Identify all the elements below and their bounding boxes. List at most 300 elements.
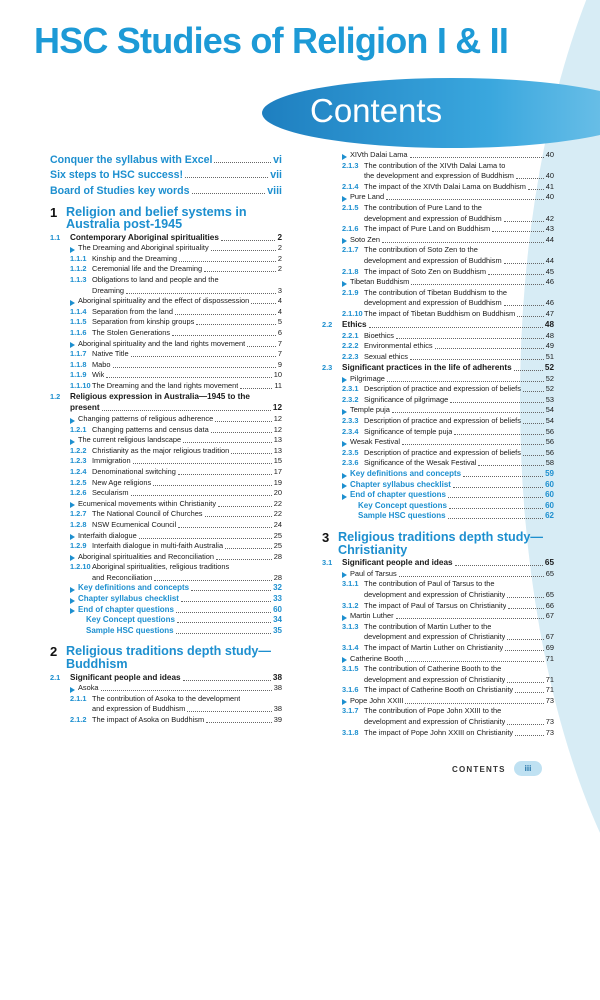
leader-dots [106, 377, 271, 378]
entry-text: Conquer the syllabus with Excel [50, 153, 213, 166]
triangle-bullet-icon [70, 534, 75, 540]
entry-text: Interfaith dialogue in multi-faith Australia [92, 541, 224, 551]
leader-dots [102, 410, 271, 411]
entry-page: 19 [273, 477, 282, 487]
toc-entry[interactable] [50, 562, 282, 573]
entry-number: 1.1 [50, 232, 61, 242]
entry-text: Denominational switching [92, 466, 176, 476]
entry-number: 3.1 [322, 558, 333, 568]
entry-text: Significant people and ideas [342, 558, 453, 568]
toc-entry[interactable] [322, 685, 554, 696]
entry-text: Significance of the Wesak Festival [364, 458, 477, 468]
entry-page: 2 [277, 253, 282, 263]
leader-dots [178, 474, 272, 475]
leader-dots [101, 690, 272, 691]
toc-entry[interactable] [322, 643, 554, 654]
entry-text: Board of Studies key words [50, 184, 190, 197]
toc-entry[interactable] [50, 381, 282, 392]
toc-entry[interactable] [322, 728, 554, 739]
entry-page: 62 [545, 511, 554, 521]
entry-text: Changing patterns and census data [92, 424, 209, 434]
toc-entry[interactable] [322, 511, 554, 522]
entry-text: Contemporary Aboriginal spiritualities [70, 232, 219, 242]
toc-entry[interactable] [50, 275, 282, 286]
toc-left-column [50, 150, 282, 726]
entry-text: Bioethics [364, 330, 394, 340]
leader-dots [392, 412, 544, 413]
entry-number: 2.1.4 [342, 181, 359, 191]
triangle-bullet-icon [70, 608, 75, 614]
leader-dots [218, 506, 272, 507]
leader-dots [131, 356, 276, 357]
entry-text: Martin Luther [350, 611, 394, 621]
toc-entry[interactable] [322, 480, 554, 491]
leader-dots [517, 316, 544, 317]
toc-entry[interactable] [50, 456, 282, 467]
toc-entry[interactable] [50, 296, 282, 307]
triangle-bullet-icon [342, 441, 347, 447]
leader-dots [396, 338, 544, 339]
toc-entry[interactable] [322, 256, 554, 267]
triangle-bullet-icon [70, 587, 75, 593]
toc-entry[interactable] [50, 672, 282, 683]
entry-text: The contribution of Soto Zen to the [364, 245, 478, 255]
toc-entry-front-matter[interactable] [50, 166, 282, 182]
entry-number: 2.3.1 [342, 384, 359, 394]
toc-entry[interactable] [50, 317, 282, 328]
toc-entry[interactable] [322, 501, 554, 512]
toc-entry[interactable] [50, 520, 282, 531]
entry-page: 33 [273, 594, 282, 604]
entry-number: 1.1.5 [70, 317, 87, 327]
toc-entry[interactable] [322, 717, 554, 728]
entry-text: Secularism [92, 488, 129, 498]
entry-text: Tibetan Buddhism [350, 277, 410, 287]
entry-text: The impact of Pope John XXIII on Christianity [364, 727, 514, 737]
triangle-bullet-icon [342, 409, 347, 415]
toc-entry[interactable] [322, 203, 554, 214]
toc-entry[interactable] [50, 605, 282, 616]
entry-number: 1.2.2 [70, 445, 87, 455]
leader-dots [508, 608, 543, 609]
leader-dots [177, 622, 271, 623]
entry-number: 2.1.5 [342, 202, 359, 212]
leader-dots [191, 590, 271, 591]
toc-entry[interactable] [322, 224, 554, 235]
leader-dots [369, 327, 543, 328]
toc-entry[interactable] [322, 416, 554, 427]
entry-page: 28 [273, 572, 282, 582]
entry-page: 25 [273, 541, 282, 551]
entry-text: Interfaith dialogue [78, 530, 137, 540]
toc-entry[interactable] [50, 694, 282, 705]
leader-dots [176, 633, 272, 634]
toc-entry[interactable] [50, 254, 282, 265]
entry-number: 1.2.1 [70, 424, 87, 434]
entry-text: The impact of the XIVth Dalai Lama on Buddhism [364, 181, 526, 191]
toc-entry[interactable] [50, 715, 282, 726]
entry-text: Key Concept questions [86, 615, 175, 625]
toc-entry[interactable] [50, 594, 282, 605]
entry-number: 2.3.5 [342, 447, 359, 457]
leader-dots [187, 711, 272, 712]
toc-entry[interactable] [322, 235, 554, 246]
toc-left-list [50, 206, 282, 726]
leader-dots [205, 516, 272, 517]
toc-entry[interactable] [322, 579, 554, 590]
leader-dots [463, 476, 543, 477]
entry-number: 1.1.8 [70, 359, 87, 369]
toc-entry[interactable] [322, 622, 554, 633]
entry-number: 2.1.8 [342, 266, 359, 276]
triangle-bullet-icon [342, 154, 347, 160]
entry-page: 34 [273, 615, 282, 625]
entry-number: 1.1.2 [70, 264, 87, 274]
leader-dots [175, 314, 276, 315]
entry-page: 54 [545, 416, 554, 426]
toc-entry[interactable] [322, 182, 554, 193]
entry-text: Pilgrimage [350, 373, 385, 383]
toc-entry[interactable] [50, 478, 282, 489]
toc-entry[interactable] [322, 362, 554, 373]
chapter-number: 3 [322, 529, 330, 545]
toc-entry[interactable] [50, 307, 282, 318]
toc-entry[interactable] [50, 243, 282, 254]
toc-entry[interactable] [322, 664, 554, 675]
toc-entry[interactable] [322, 384, 554, 395]
entry-text: The impact of Soto Zen on Buddhism [364, 266, 487, 276]
entry-number: 2.1.1 [70, 693, 87, 703]
entry-number: 3.1.8 [342, 727, 359, 737]
entry-page: 66 [545, 600, 554, 610]
entry-text: present [70, 403, 100, 413]
entry-page: 32 [273, 583, 282, 593]
entry-number: 1.2.5 [70, 477, 87, 487]
entry-text: development and expression of Christianity [364, 674, 506, 684]
entry-page: 38 [273, 683, 282, 693]
entry-page: 38 [273, 704, 282, 714]
entry-text: Paul of Tarsus [350, 568, 397, 578]
toc-entry[interactable] [50, 552, 282, 563]
entry-page: 51 [545, 351, 554, 361]
entry-text: The contribution of Pope John XXIII to the [364, 706, 502, 716]
toc-entry[interactable] [322, 490, 554, 501]
toc-entry[interactable] [50, 583, 282, 594]
toc-entry[interactable] [50, 328, 282, 339]
leader-dots [411, 284, 543, 285]
leader-dots [185, 177, 268, 178]
entry-page: 71 [545, 685, 554, 695]
entry-text: Description of practice and expression of beliefs [364, 447, 521, 457]
entry-number: 1.1.6 [70, 328, 87, 338]
toc-entry[interactable] [322, 298, 554, 309]
entry-number: 3.1.6 [342, 685, 359, 695]
leader-dots [488, 274, 544, 275]
entry-text: Pure Land [350, 192, 385, 202]
entry-text: The contribution of Pure Land to the [364, 202, 482, 212]
leader-dots [507, 724, 543, 725]
entry-page: 12 [273, 413, 282, 423]
toc-entry[interactable] [322, 341, 554, 352]
entry-number: 3.1.7 [342, 706, 359, 716]
toc-entry[interactable] [322, 558, 554, 569]
entry-page: 71 [545, 674, 554, 684]
entry-number: 1.2.4 [70, 466, 87, 476]
entry-page: 46 [545, 298, 554, 308]
toc-entry[interactable] [50, 286, 282, 297]
entry-page: 54 [545, 405, 554, 415]
leader-dots [435, 348, 544, 349]
toc-entry[interactable] [50, 467, 282, 478]
contents-heading: Contents [310, 92, 443, 129]
entry-number: 1.1.4 [70, 306, 87, 316]
entry-text: Wik [92, 370, 105, 380]
leader-dots [504, 263, 544, 264]
entry-text: and expression of Buddhism [92, 704, 186, 714]
toc-entry[interactable] [322, 437, 554, 448]
toc-entry[interactable] [50, 531, 282, 542]
leader-dots [448, 518, 544, 519]
toc-entry[interactable] [322, 611, 554, 622]
toc-entry[interactable] [322, 309, 554, 320]
entry-text: The impact of Paul of Tarsus on Christianity [364, 600, 507, 610]
toc-entry[interactable] [322, 374, 554, 385]
entry-page: 40 [545, 171, 554, 181]
entry-number: 2.3.4 [342, 426, 359, 436]
entry-page: 13 [273, 435, 282, 445]
entry-page: 60 [545, 490, 554, 500]
leader-dots [507, 639, 543, 640]
leader-dots [514, 370, 543, 371]
toc-entry[interactable] [50, 425, 282, 436]
toc-entry[interactable] [322, 288, 554, 299]
toc-entry[interactable] [322, 569, 554, 580]
entry-text: Key Concept questions [358, 500, 447, 510]
leader-dots [231, 453, 272, 454]
entry-text: The impact of Catherine Booth on Christianity [364, 685, 514, 695]
toc-entry[interactable] [50, 573, 282, 584]
toc-entry[interactable] [322, 277, 554, 288]
entry-number: 3.1.2 [342, 600, 359, 610]
entry-text: Environmental ethics [364, 341, 433, 351]
footer-label: CONTENTS [452, 765, 506, 774]
entry-text: Six steps to HSC success! [50, 169, 184, 181]
toc-entry[interactable] [322, 320, 554, 331]
entry-number: 1.2.8 [70, 519, 87, 529]
entry-text: Ecumenical movements within Christianity [78, 498, 217, 508]
leader-dots [176, 612, 271, 613]
toc-entry[interactable] [322, 696, 554, 707]
entry-page: 6 [277, 328, 282, 338]
triangle-bullet-icon [342, 483, 347, 489]
entry-page: 52 [545, 373, 554, 383]
triangle-bullet-icon [70, 418, 75, 424]
entry-number: 2.2 [322, 320, 333, 330]
toc-entry-front-matter[interactable] [50, 181, 282, 197]
toc-entry[interactable] [322, 590, 554, 601]
entry-text: The contribution of Paul of Tarsus to the [364, 579, 495, 589]
toc-entry[interactable] [322, 427, 554, 438]
entry-number: 2.1.7 [342, 245, 359, 255]
entry-page: 28 [273, 551, 282, 561]
leader-dots [178, 527, 272, 528]
entry-text: Dreaming [92, 285, 125, 295]
front-matter-list [50, 150, 282, 197]
entry-text: the development and expression of Buddhism [364, 171, 514, 181]
entry-number: 1.1.10 [70, 381, 91, 390]
toc-entry[interactable] [322, 395, 554, 406]
toc-entry[interactable] [322, 171, 554, 182]
toc-entry[interactable] [50, 509, 282, 520]
entry-page: 2 [277, 264, 282, 274]
entry-page: 41 [545, 181, 554, 191]
entry-text: development and expression of Christianity [364, 589, 506, 599]
toc-entry[interactable] [322, 245, 554, 256]
leader-dots [504, 221, 544, 222]
entry-page: 43 [545, 224, 554, 234]
entry-page: 56 [545, 426, 554, 436]
entry-page: 60 [545, 479, 554, 489]
leader-dots [179, 261, 276, 262]
entry-text: Separation from kinship groups [92, 317, 195, 327]
entry-number: 2.1 [50, 672, 61, 682]
toc-entry[interactable] [50, 683, 282, 694]
leader-dots [131, 495, 272, 496]
leader-dots [507, 597, 543, 598]
toc-entry[interactable] [322, 601, 554, 612]
toc-entry[interactable] [322, 192, 554, 203]
toc-entry[interactable] [322, 214, 554, 225]
toc-entry[interactable] [50, 435, 282, 446]
toc-entry[interactable] [322, 469, 554, 480]
toc-entry[interactable] [50, 349, 282, 360]
toc-entry[interactable] [322, 706, 554, 717]
entry-text: Sample HSC questions [358, 511, 446, 521]
entry-page: 2 [277, 243, 282, 253]
entry-page: 58 [545, 458, 554, 468]
entry-text: Key definitions and concepts [78, 583, 190, 593]
entry-text: The contribution of Martin Luther to the [364, 621, 492, 631]
entry-text: Native Title [92, 349, 129, 359]
entry-page: 45 [545, 266, 554, 276]
entry-number: 1.2.10 [70, 562, 91, 572]
chapter-heading[interactable] [50, 206, 282, 232]
entry-text: Soto Zen [350, 234, 380, 244]
book-title: HSC Studies of Religion I & II [34, 20, 509, 61]
toc-entry[interactable] [50, 414, 282, 425]
entry-page: viii [267, 184, 282, 197]
chapter-title: Religion and belief systems in Australia post-1945 [66, 204, 247, 232]
leader-dots [247, 346, 276, 347]
entry-text: Wesak Festival [350, 437, 400, 447]
toc-entry-front-matter[interactable] [50, 150, 282, 166]
toc-entry[interactable] [50, 704, 282, 715]
toc-entry[interactable] [50, 488, 282, 499]
entry-text: Significance of pilgrimage [364, 394, 449, 404]
entry-text: Aboriginal spirituality and the land rights movement [78, 338, 246, 348]
entry-text: Aboriginal spiritualities, religious traditions [92, 562, 230, 572]
entry-page: 4 [277, 306, 282, 316]
toc-entry[interactable] [322, 405, 554, 416]
toc-entry[interactable] [322, 654, 554, 665]
leader-dots [449, 508, 543, 509]
leader-dots [523, 423, 544, 424]
triangle-bullet-icon [70, 342, 75, 348]
entry-page: 40 [545, 192, 554, 202]
entry-page: 69 [545, 642, 554, 652]
leader-dots [504, 305, 544, 306]
entry-page: 2 [277, 232, 282, 242]
leader-dots [221, 240, 276, 241]
entry-page: 59 [545, 469, 554, 478]
entry-number: 1.2 [50, 392, 61, 402]
chapter-heading[interactable] [50, 645, 282, 671]
leader-dots [183, 680, 271, 681]
toc-entry[interactable] [322, 675, 554, 686]
triangle-bullet-icon [70, 555, 75, 561]
toc-entry[interactable] [50, 446, 282, 457]
toc-entry[interactable] [50, 360, 282, 371]
leader-dots [402, 444, 544, 445]
toc-entry[interactable] [322, 267, 554, 278]
entry-page: 7 [277, 338, 282, 348]
triangle-bullet-icon [70, 439, 75, 445]
toc-entry[interactable] [322, 632, 554, 643]
entry-page: 65 [544, 558, 554, 568]
toc-entry[interactable] [50, 541, 282, 552]
chapter-heading[interactable] [322, 531, 554, 557]
toc-entry[interactable] [322, 331, 554, 342]
toc-entry[interactable] [322, 352, 554, 363]
toc-entry[interactable] [50, 403, 282, 414]
entry-text: Obligations to land and people and the [92, 275, 219, 285]
entry-number: 2.1.6 [342, 224, 359, 234]
toc-entry[interactable] [50, 615, 282, 626]
toc-entry[interactable] [322, 448, 554, 459]
toc-entry[interactable] [50, 232, 282, 243]
entry-page: 9 [277, 359, 282, 369]
entry-page: 52 [544, 363, 554, 373]
leader-dots [153, 485, 272, 486]
toc-entry[interactable] [322, 150, 554, 161]
toc-entry[interactable] [50, 392, 282, 403]
entry-text: End of chapter questions [350, 490, 447, 500]
entry-page: 73 [545, 695, 554, 705]
entry-text: Kinship and the Dreaming [92, 253, 178, 263]
leader-dots [181, 601, 271, 602]
entry-text: The contribution of the XIVth Dalai Lama to [364, 160, 506, 170]
entry-page: 47 [545, 308, 554, 318]
toc-right-column [322, 150, 554, 738]
triangle-bullet-icon [342, 657, 347, 663]
entry-text: Description of practice and expression of beliefs [364, 416, 521, 426]
toc-entry[interactable] [50, 370, 282, 381]
entry-text: The contribution of Catherine Booth to the [364, 664, 502, 674]
toc-entry[interactable] [50, 339, 282, 350]
toc-entry[interactable] [322, 161, 554, 172]
entry-text: Temple puja [350, 405, 390, 415]
toc-entry[interactable] [50, 626, 282, 637]
leader-dots [139, 538, 272, 539]
entry-page: 5 [277, 317, 282, 327]
leader-dots [113, 367, 276, 368]
toc-entry[interactable] [50, 264, 282, 275]
entry-page: 20 [273, 488, 282, 498]
leader-dots [240, 388, 272, 389]
toc-entry[interactable] [322, 458, 554, 469]
toc-entry[interactable] [50, 499, 282, 510]
leader-dots [396, 618, 544, 619]
